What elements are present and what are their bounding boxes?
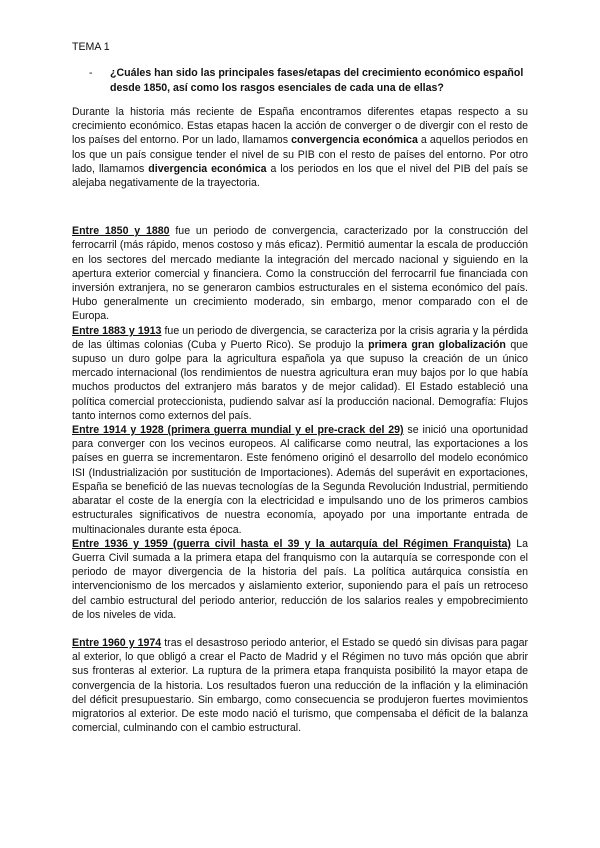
section-1883-1913 bbox=[72, 324, 528, 423]
section-heading-1850-1880: Entre 1850 y 1880 bbox=[72, 225, 170, 238]
question-text: ¿Cuáles han sido las principales fases/etapas del crecimiento económico español desde 1850, así como los rasgos esenciales de cada una de ellas? bbox=[110, 67, 524, 94]
intro-term-convergencia: convergencia económica bbox=[291, 134, 418, 147]
intro-term-divergencia: divergencia económica bbox=[148, 162, 267, 175]
topic-title: TEMA 1 bbox=[72, 41, 110, 53]
section-1914-1928 bbox=[72, 423, 528, 537]
section-text-1850-1880: fue un periodo de convergencia, caracterizado por la construcción del ferrocarril (más rápido, menos costoso y más eficaz). Permitió aumentar la escala de producción en los sectores del mercado mediante la integración del mercado nacional y siguiendo en la apertura exterior comercial y financiera. Como la construcción del ferrocarril fue financiada con inversión extranjera, no se generaron cambios estructurales en el sistema económico del país. Hubo generalmente un crecimiento moderado, sin embargo, menor comparado con el de Europa. bbox=[72, 225, 528, 323]
bullet-dash: - bbox=[89, 67, 93, 80]
section-text-1883-1913-b: que supuso un duro golpe para la agricultura española ya que supuso la creación de un único mercado internacional (los rendimientos de nuestra agricultura eran muy bajos por lo que había muchos productos del extranjero más baratos y de mejor calidad). El Estado estableció una política comercial proteccionista, pudiendo salvar así la producción nacional. Demografía: Flujos tanto internos como externos del país. bbox=[72, 338, 528, 422]
section-text-1883-1913-a: fue un periodo de divergencia, se caracteriza por la crisis agraria y la pérdida de las últimas colonias (Cuba y Puerto Rico). Se produjo la bbox=[72, 324, 528, 351]
section-1850-1880 bbox=[72, 224, 528, 323]
section-heading-1914-1928: Entre 1914 y 1928 (primera guerra mundial y el pre-crack del 29) bbox=[72, 424, 404, 437]
intro-paragraph bbox=[72, 105, 528, 190]
document-page bbox=[72, 40, 528, 735]
intro-text-3: a los periodos en los que el nivel del PIB del país se alejaba negativamente de la trayectoria. bbox=[72, 162, 529, 190]
section-heading-1883-1913: Entre 1883 y 1913 bbox=[72, 324, 162, 337]
intro-text-1: Durante la historia más reciente de España encontramos diferentes etapas respecto a su crecimiento económico. Estas etapas hacen la acción de converger o de divergir con el resto de los países del entorno. Por un lado, llamamos bbox=[72, 106, 528, 147]
section-text-1936-1959: La Guerra Civil sumada a la primera etapa del franquismo con la autarquía se corresponde con el periodo de mayor divergencia de la historia del país. La política autárquica consistía en intervencionismo de los mercados y aislamiento exterior, suponiendo para el país un retroceso del cambio estructural del periodo anterior, reducción de los salarios reales y empobrecimiento de los niveles de vida. bbox=[72, 537, 528, 621]
section-heading-1936-1959: Entre 1936 y 1959 (guerra civil hasta el 39 y la autarquía del Régimen Franquista) bbox=[72, 537, 511, 550]
section-text-1914-1928: se inició una oportunidad para converger con los vecinos europeos. Al calificarse como neutral, las exportaciones a los países en guerra se incrementaron. Este fenómeno originó el desarrollo del modelo económico ISI (Industrialización por sustitución de Importaciones). Además del superávit en exportaciones, España se benefició de las nuevas tecnologías de la Segunda Revolución Industrial, permitiendo abaratar el coste de la energía con la electricidad e impulsando uno de los primeros cambios estructurales significativos de nuestra economía, apoyado por una importante entrada de multinacionales durante esta época. bbox=[72, 424, 528, 536]
intro-text-2: a aquellos periodos en los que un país consigue tender el nivel de su PIB con el resto de países del entorno. Por otro lado, llamamos bbox=[72, 134, 528, 175]
question-item bbox=[72, 66, 528, 95]
term-globalizacion: primera gran globalización bbox=[368, 338, 506, 351]
section-1936-1959 bbox=[72, 537, 528, 622]
section-text-1960-1974: tras el desastroso periodo anterior, el Estado se quedó sin divisas para pagar al exterior, lo que obligó a crear el Pacto de Madrid y el Régimen no tuvo más opción que abrir sus fronteras al exterior. La ruptura de la primera etapa franquista posibilitó la mayor etapa de convergencia de la historia. Los resultados fueron una reducción de la inflación y la eliminación del déficit presupuestario. Sin embargo, como consecuencia se produjeron fuertes movimientos migratorios al exterior. De este modo nació el turismo, que compensaba el déficit de la balanza comercial, culminando con el cambio estructural. bbox=[72, 636, 529, 735]
section-heading-1960-1974: Entre 1960 y 1974 bbox=[72, 636, 162, 649]
section-1960-1974 bbox=[72, 636, 528, 735]
